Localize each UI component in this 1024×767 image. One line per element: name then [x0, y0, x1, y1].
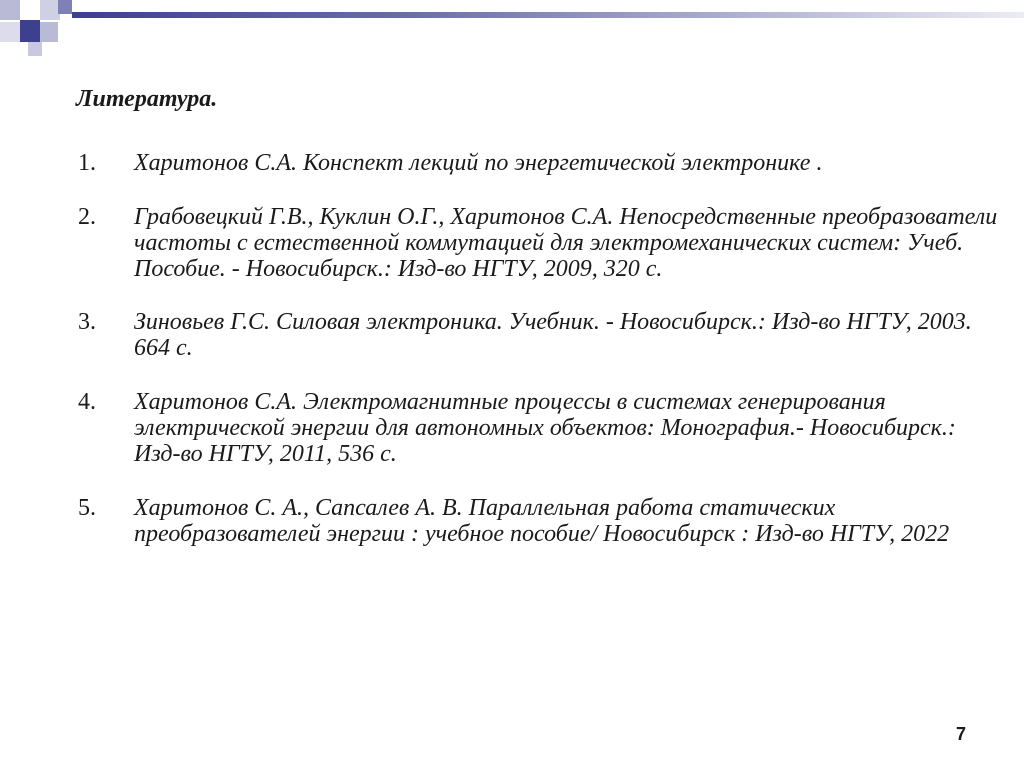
reference-text: Харитонов С.А. Конспект лекций по энергетической электронике .: [134, 150, 823, 176]
reference-text: Харитонов С. А., Сапсалев А. В. Параллельная работа статических преобразователей энергии : учебное пособие/ Новосибирск : Изд-во НГТУ, 2022: [134, 495, 950, 547]
decor-square: [0, 22, 20, 42]
decor-square: [0, 0, 20, 20]
decor-square: [28, 42, 42, 56]
reference-number: 5.: [78, 495, 96, 521]
reference-number: 1.: [78, 150, 96, 176]
header-gradient-bar: [72, 12, 1024, 18]
reference-number: 2.: [78, 204, 96, 230]
decor-square: [20, 20, 40, 42]
decor-square: [40, 0, 60, 20]
reference-number: 3.: [78, 309, 96, 335]
decor-square: [58, 0, 72, 14]
reference-text: Грабовецкий Г.В., Куклин О.Г., Харитонов С.А. Непосредственные преобразователи частоты с естественной коммутацией для электромеханических систем: Учеб. Пособие. - Новосибирск.: Изд-во НГТУ, 2009, 320 с.: [134, 204, 998, 282]
reference-list: [78, 150, 1008, 547]
reference-item: [78, 495, 1008, 547]
reference-item: [78, 309, 1008, 361]
reference-text: Харитонов С.А. Электромагнитные процессы в системах генерирования электрической энергии для автономных объектов: Монография.- Новосибирск.: Изд-во НГТУ, 2011, 536 с.: [134, 389, 956, 467]
reference-text: Зиновьев Г.С. Силовая электроника. Учебник. - Новосибирск.: Изд-во НГТУ, 2003. 664 с.: [134, 309, 972, 361]
reference-number: 4.: [78, 389, 96, 415]
decor-square: [40, 22, 58, 42]
reference-item: [78, 389, 1008, 467]
reference-item: [78, 150, 1008, 176]
reference-item: [78, 204, 1008, 282]
slide-title: Литература.: [76, 86, 218, 112]
page-number: 7: [955, 724, 966, 744]
